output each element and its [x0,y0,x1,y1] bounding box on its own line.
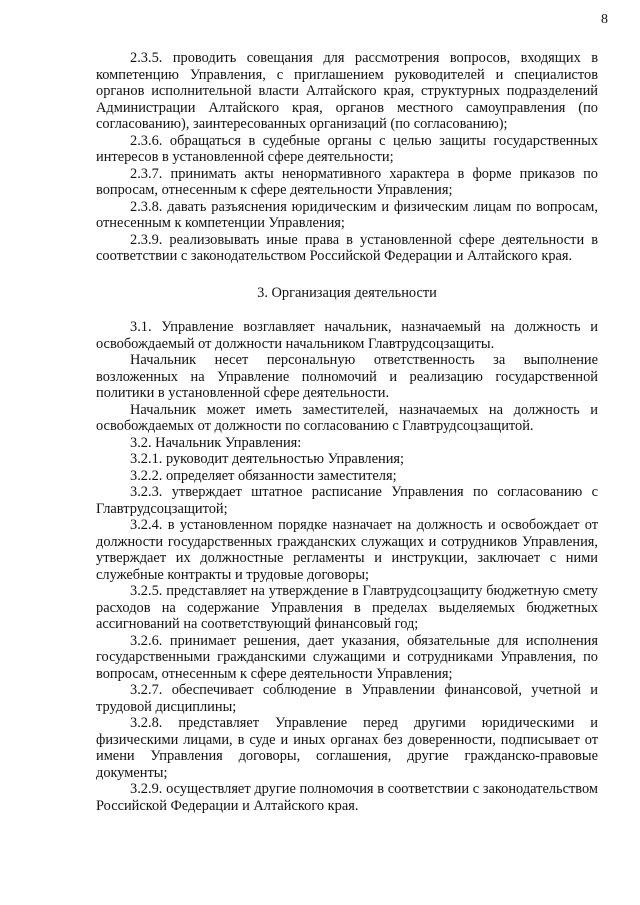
section-heading: 3. Организация деятельности [257,284,437,301]
clause-3-2-8: 3.2.8. представляет Управление перед другими юридическими и физическими лицами, в суде и иных органах без доверенности, подписывает от имени Управления договоры, соглашения, другие гражданско-правовые документы; [96,715,598,781]
clause-3-2-9: 3.2.9. осуществляет другие полномочия в соответствии с законодательством Российской Федерации и Алтайского края. [96,781,598,814]
chief-responsibility-paragraph: Начальник несет персональную ответственность за выполнение возложенных на Управление полномочий и реализацию государственной политики в установленной сфере деятельности. [96,352,598,401]
clause-3-2-6: 3.2.6. принимает решения, дает указания, обязательные для исполнения государственными гражданскими служащими и сотрудниками Управления, по вопросам, отнесенным к сфере деятельности Управления; [96,632,598,682]
clause-3-2-2: 3.2.2. определяет обязанности заместителя; [130,467,397,484]
document-body [96,50,598,814]
clause-3-2: 3.2. Начальник Управления: [130,434,302,451]
clause-2-3-5: 2.3.5. проводить совещания для рассмотрения вопросов, входящих в компетенцию Управления, с приглашением руководителей и специалистов органов исполнительной власти Алтайского края, структурных подразделений Администрации Алтайского края, органов местного самоуправления (по согласованию), заинтересованных организаций (по согласованию); [96,50,598,132]
clause-2-3-8: 2.3.8. давать разъяснения юридическим и физическим лицам по вопросам, отнесенным к компетенции Управления; [96,198,598,231]
clause-3-2-5: 3.2.5. представляет на утверждение в Главтрудсоцзащиту бюджетную смету расходов на содержание Управления в пределах выделяемых бюджетных ассигнований на соответствующий финансовый год; [96,583,598,632]
clause-2-3-6: 2.3.6. обращаться в судебные органы с целью защиты государственных интересов в установленной сфере деятельности; [96,132,598,165]
clause-3-2-7: 3.2.7. обеспечивает соблюдение в Управлении финансовой, учетной и трудовой дисциплины; [96,682,598,715]
clause-3-2-3: 3.2.3. утверждает штатное расписание Управления по согласованию с Главтрудсоцзащитой; [96,484,598,517]
deputies-paragraph: Начальник может иметь заместителей, назначаемых на должность и освобождаемых от должности по согласованию с Главтрудсоцзащитой. [96,401,598,434]
clause-2-3-9: 2.3.9. реализовывать иные права в установленной сфере деятельности в соответствии с законодательством Российской Федерации и Алтайского края. [96,231,598,264]
clause-2-3-7: 2.3.7. принимать акты ненормативного характера в форме приказов по вопросам, отнесенным к сфере деятельности Управления; [96,165,598,198]
page-number: 8 [601,12,608,27]
clause-3-1: 3.1. Управление возглавляет начальник, назначаемый на должность и освобождаемый от должности начальником Главтрудсоцзащиты. [96,319,598,352]
clause-3-2-1: 3.2.1. руководит деятельностью Управления; [130,451,405,467]
clause-3-2-4: 3.2.4. в установленном порядке назначает на должность и освобождает от должности государственных гражданских служащих и сотрудников Управления, утверждает их должностные регламенты и инструкции, заключает с ними служебные контракты и трудовые договоры; [96,517,598,583]
